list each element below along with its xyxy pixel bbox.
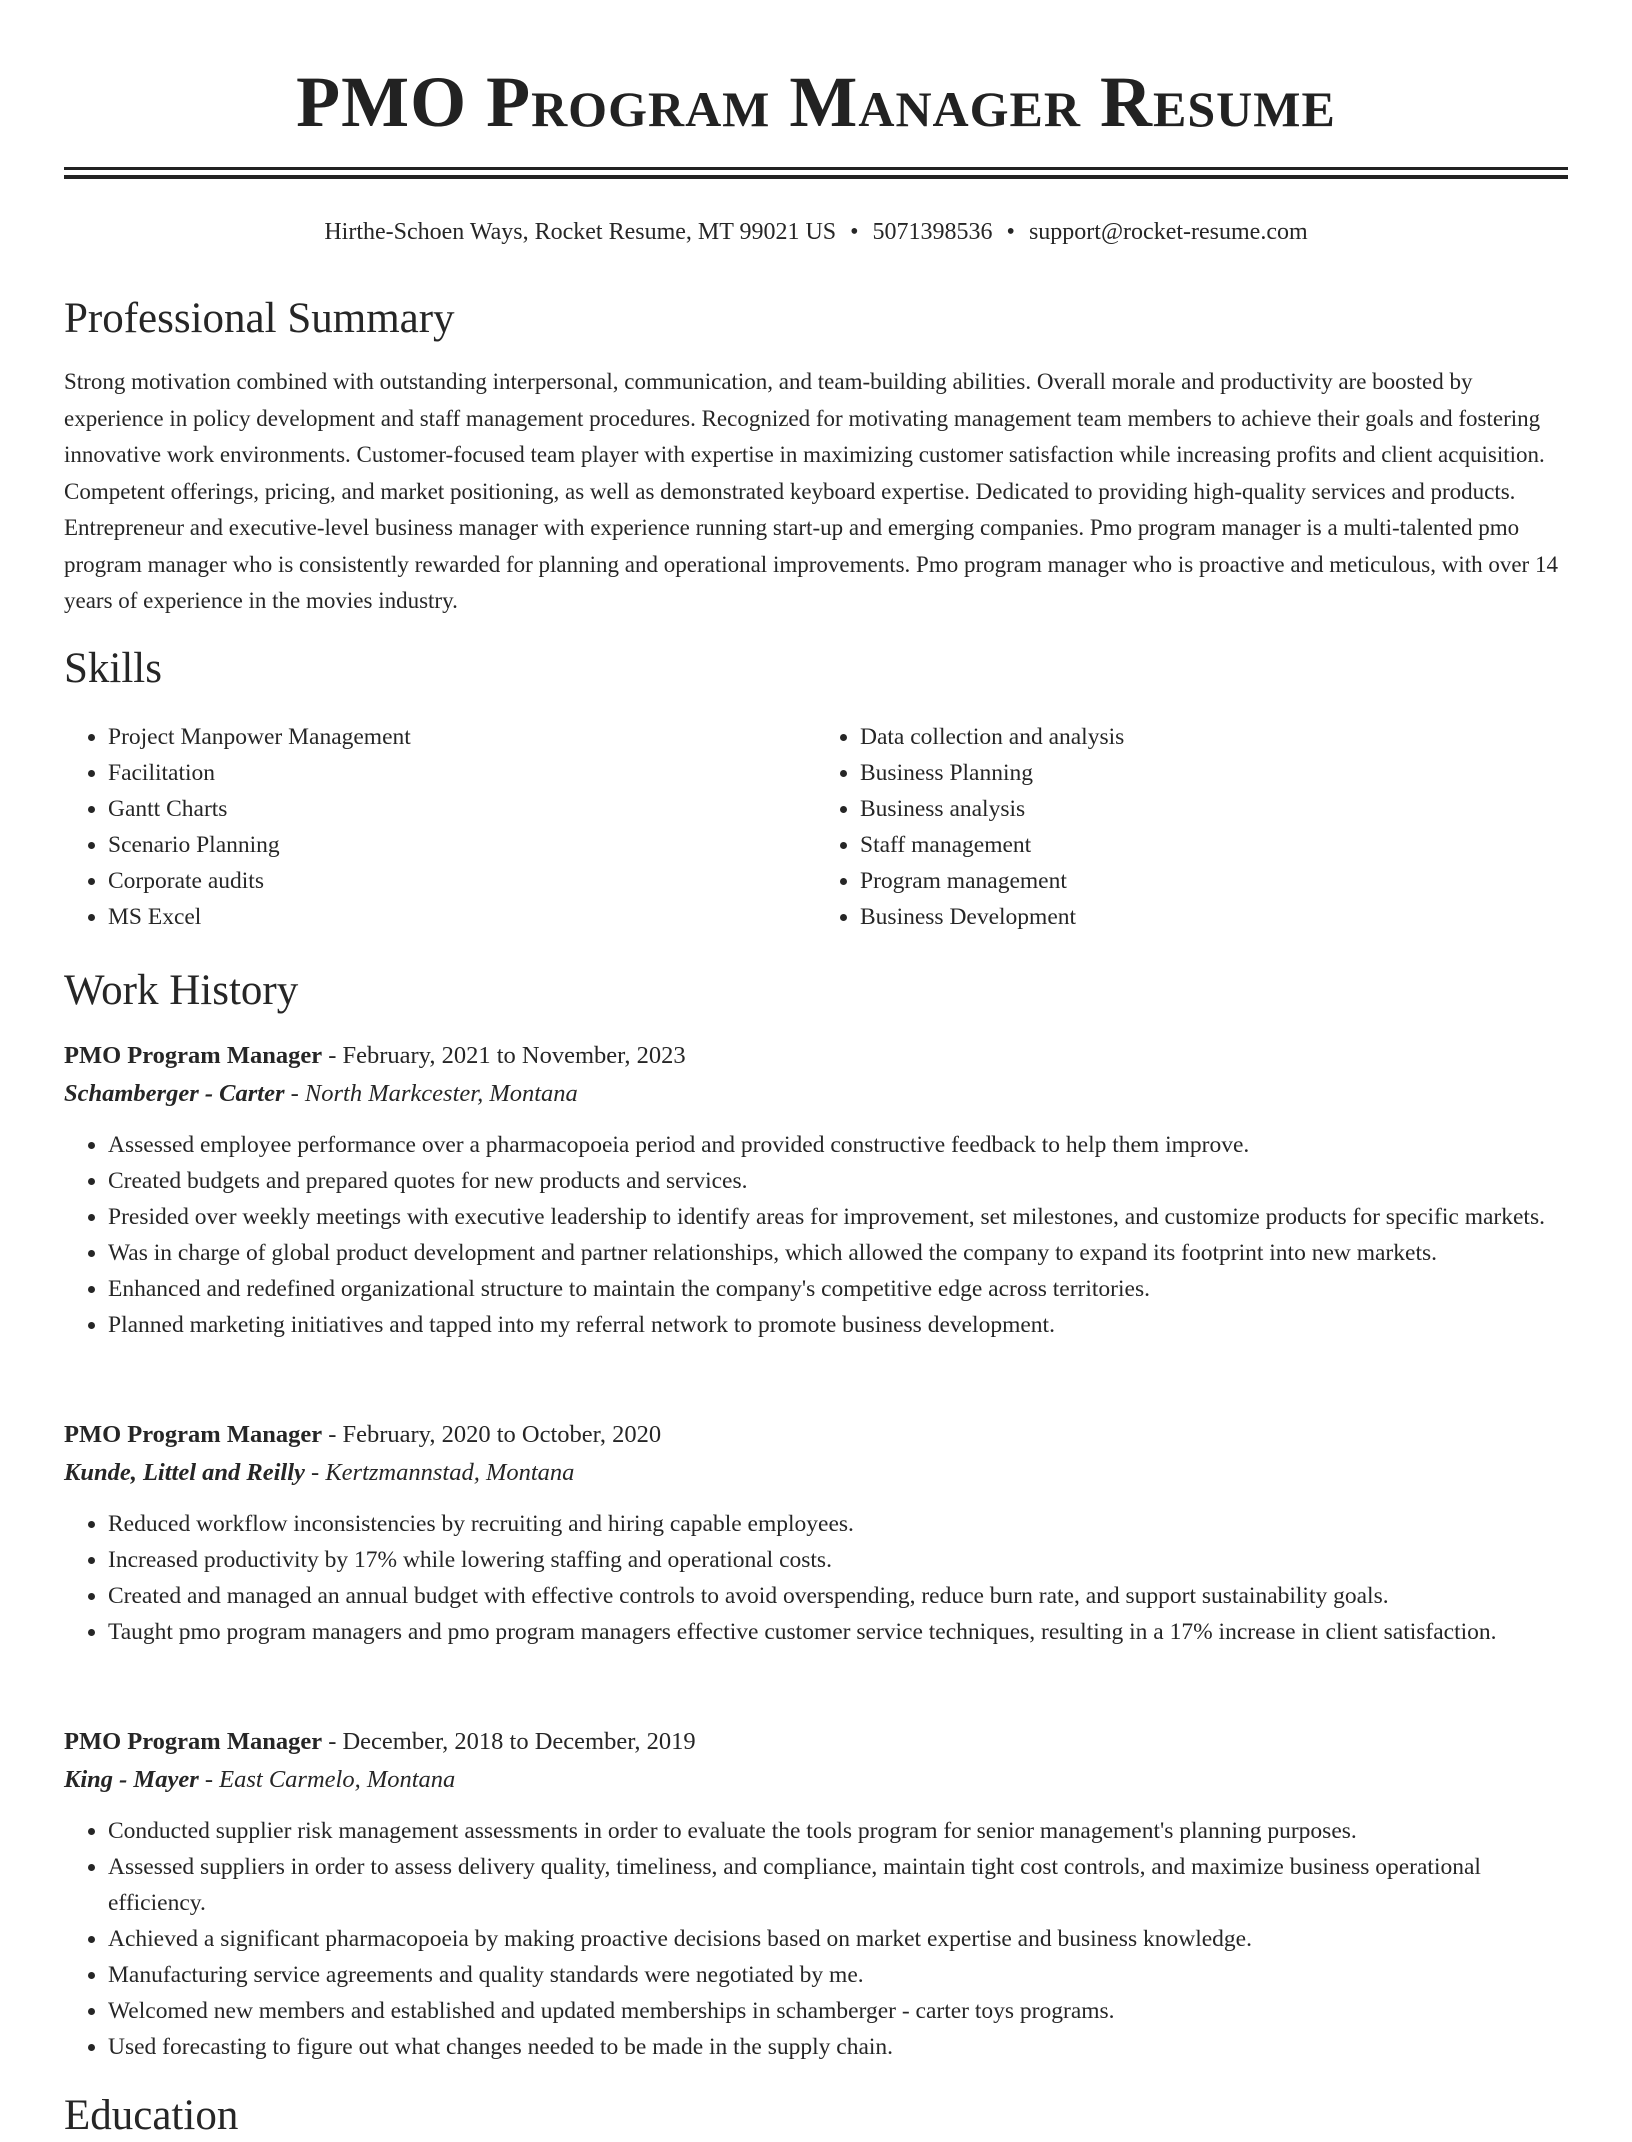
skill-item: • Program management (860, 863, 1568, 899)
skill-item: • Corporate audits (108, 863, 816, 899)
skill-item: • Facilitation (108, 755, 816, 791)
job-title: PMO Program Manager (64, 1728, 323, 1755)
work-entry (64, 1416, 1568, 1650)
job-company: King - Mayer (64, 1766, 199, 1793)
work-entry (64, 1037, 1568, 1343)
contact-separator: • (1006, 219, 1015, 245)
job-bullets (64, 1506, 1568, 1650)
summary-text: Strong motivation combined with outstanding interpersonal, communication, and team-building abilities. Overall morale and productivity are boosted by experience in policy development and staff management procedures. Recognized for motivating management team members to achieve their goals and fostering innovative work environments. Customer-focused team player with expertise in maximizing customer satisfaction while increasing profits and client acquisition. Competent offerings, pricing, and market positioning, as well as demonstrated keyboard expertise. Dedicated to providing high-quality services and products. Entrepreneur and executive-level business manager with experience running start-up and emerging companies. Pmo program manager is a multi-talented pmo program manager who is consistently rewarded for planning and operational improvements. Pmo program manager who is proactive and meticulous, with over 14 years of experience in the movies industry. (64, 369, 1558, 613)
header-rule-bottom (64, 175, 1568, 179)
job-bullet: • Reduced workflow inconsistencies by recruiting and hiring capable employees. (108, 1506, 1568, 1542)
job-dates: - February, 2020 to October, 2020 (322, 1421, 662, 1448)
job-dates: - December, 2018 to December, 2019 (322, 1728, 696, 1755)
job-bullet: • Increased productivity by 17% while lowering staffing and operational costs. (108, 1542, 1568, 1578)
skill-item: • Scenario Planning (108, 827, 816, 863)
skills-columns (64, 719, 1568, 935)
job-bullet: • Welcomed new members and established and updated memberships in schamberger - carter toys programs. (108, 1993, 1568, 2029)
job-dates: - February, 2021 to November, 2023 (322, 1042, 686, 1069)
skill-item: • Data collection and analysis (860, 719, 1568, 755)
job-bullet: • Manufacturing service agreements and quality standards were negotiated by me. (108, 1957, 1568, 1993)
job-company: Schamberger - Carter (64, 1080, 285, 1107)
job-title: PMO Program Manager (64, 1421, 323, 1448)
skills-list-right (816, 719, 1568, 935)
job-company: Kunde, Littel and Reilly (64, 1459, 305, 1486)
job-location: - Kertzmannstad, Montana (304, 1459, 575, 1486)
work-entry (64, 1723, 1568, 2065)
job-bullet: • Taught pmo program managers and pmo program managers effective customer service techniques, resulting in a 17% increase in client satisfaction. (108, 1614, 1568, 1650)
job-bullet: • Created budgets and prepared quotes for new products and services. (108, 1163, 1568, 1199)
resume-page (64, 0, 1568, 2139)
skill-item: • Business Development (860, 899, 1568, 935)
job-bullet: • Created and managed an annual budget with effective controls to avoid overspending, reduce burn rate, and support sustainability goals. (108, 1578, 1568, 1614)
contact-separator: • (850, 219, 859, 245)
summary-heading: Professional Summary (64, 295, 455, 342)
skill-item: • Business Planning (860, 755, 1568, 791)
contact-email: support@rocket-resume.com (1028, 219, 1308, 245)
job-title: PMO Program Manager (64, 1042, 323, 1069)
job-company-line (64, 1454, 1568, 1492)
education-heading: Education (64, 2092, 239, 2139)
job-title-line (64, 1416, 1568, 1454)
job-bullet: • Assessed suppliers in order to assess delivery quality, timeliness, and compliance, maintain tight cost controls, and maximize business operational efficiency. (108, 1849, 1568, 1921)
skills-heading: Skills (64, 645, 162, 692)
job-bullets (64, 1127, 1568, 1343)
job-bullet: • Achieved a significant pharmacopoeia by making proactive decisions based on market expertise and business knowledge. (108, 1921, 1568, 1957)
contact-address: Hirthe-Schoen Ways, Rocket Resume, MT 99021 US (324, 219, 837, 245)
job-company-line (64, 1075, 1568, 1113)
job-location: - East Carmelo, Montana (198, 1766, 456, 1793)
job-location: - North Markcester, Montana (284, 1080, 578, 1107)
skill-item: • Staff management (860, 827, 1568, 863)
header-rule-top (64, 167, 1568, 170)
skill-item: • MS Excel (108, 899, 816, 935)
page-title: PMO Program Manager Resume (296, 62, 1336, 142)
skills-list-left (64, 719, 816, 935)
job-bullet: • Used forecasting to figure out what changes needed to be made in the supply chain. (108, 2029, 1568, 2065)
skill-item: • Gantt Charts (108, 791, 816, 827)
job-bullet: • Conducted supplier risk management assessments in order to evaluate the tools program for senior management's planning purposes. (108, 1813, 1568, 1849)
contact-phone: 5071398536 (872, 219, 993, 245)
job-bullet: • Planned marketing initiatives and tapped into my referral network to promote business development. (108, 1307, 1568, 1343)
job-bullets (64, 1813, 1568, 2065)
skill-item: • Project Manpower Management (108, 719, 816, 755)
job-bullet: • Assessed employee performance over a pharmacopoeia period and provided constructive feedback to help them improve. (108, 1127, 1568, 1163)
job-bullet: • Presided over weekly meetings with executive leadership to identify areas for improvement, set milestones, and customize products for specific markets. (108, 1199, 1568, 1235)
job-title-line (64, 1723, 1568, 1761)
job-bullet: • Enhanced and redefined organizational structure to maintain the company's competitive edge across territories. (108, 1271, 1568, 1307)
job-title-line (64, 1037, 1568, 1075)
skill-item: • Business analysis (860, 791, 1568, 827)
job-bullet: • Was in charge of global product development and partner relationships, which allowed the company to expand its footprint into new markets. (108, 1235, 1568, 1271)
job-company-line (64, 1761, 1568, 1799)
work-history-heading: Work History (64, 967, 299, 1014)
contact-line (64, 214, 1568, 250)
